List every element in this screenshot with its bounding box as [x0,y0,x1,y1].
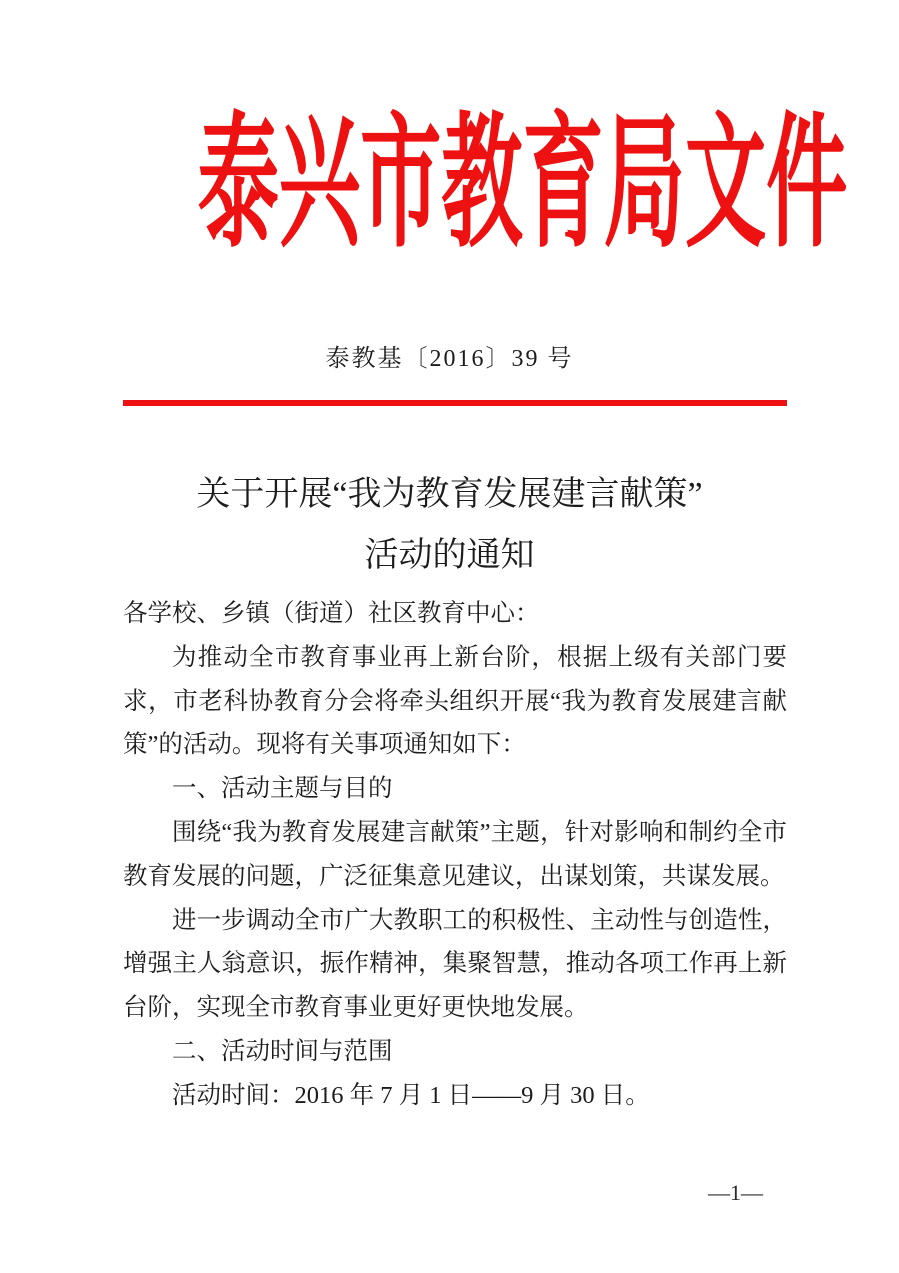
activity-time-paragraph: 活动时间：2016 年 7 月 1 日——9 月 30 日。 [172,1081,650,1109]
section-heading-2: 二、活动时间与范围 [172,1037,393,1065]
salutation-paragraph: 各学校、乡镇（街道）社区教育中心： [123,600,540,627]
page-number: —1— [708,1180,763,1205]
document-body [123,592,787,1118]
body-paragraph: 为推动全市教育事业再上新台阶，根据上级有关部门要求，市老科协教育分会将牵头组织开展“我为教育发展建言献策”的活动。现将有关事项通知如下： [123,643,787,759]
document-title-line1: 关于开展“我为教育发展建言献策” [196,476,703,513]
red-separator-line [123,400,787,406]
section-heading-1: 一、活动主题与目的 [172,775,393,803]
body-paragraph: 围绕“我为教育发展建言献策”主题，针对影响和制约全市教育发展的问题，广泛征集意见建议，出谋划策，共谋发展。 [123,818,787,890]
red-masthead-title: 泰兴市教育局文件 [197,105,848,265]
body-paragraph: 进一步调动全市广大教职工的积极性、主动性与创造性，增强主人翁意识，振作精神，集聚智慧，推动各项工作再上新台阶，实现全市教育事业更好更快地发展。 [123,906,787,1022]
document-number: 泰教基〔2016〕39 号 [325,346,574,372]
document-title-line2: 活动的通知 [364,537,535,574]
document-title [0,464,899,586]
